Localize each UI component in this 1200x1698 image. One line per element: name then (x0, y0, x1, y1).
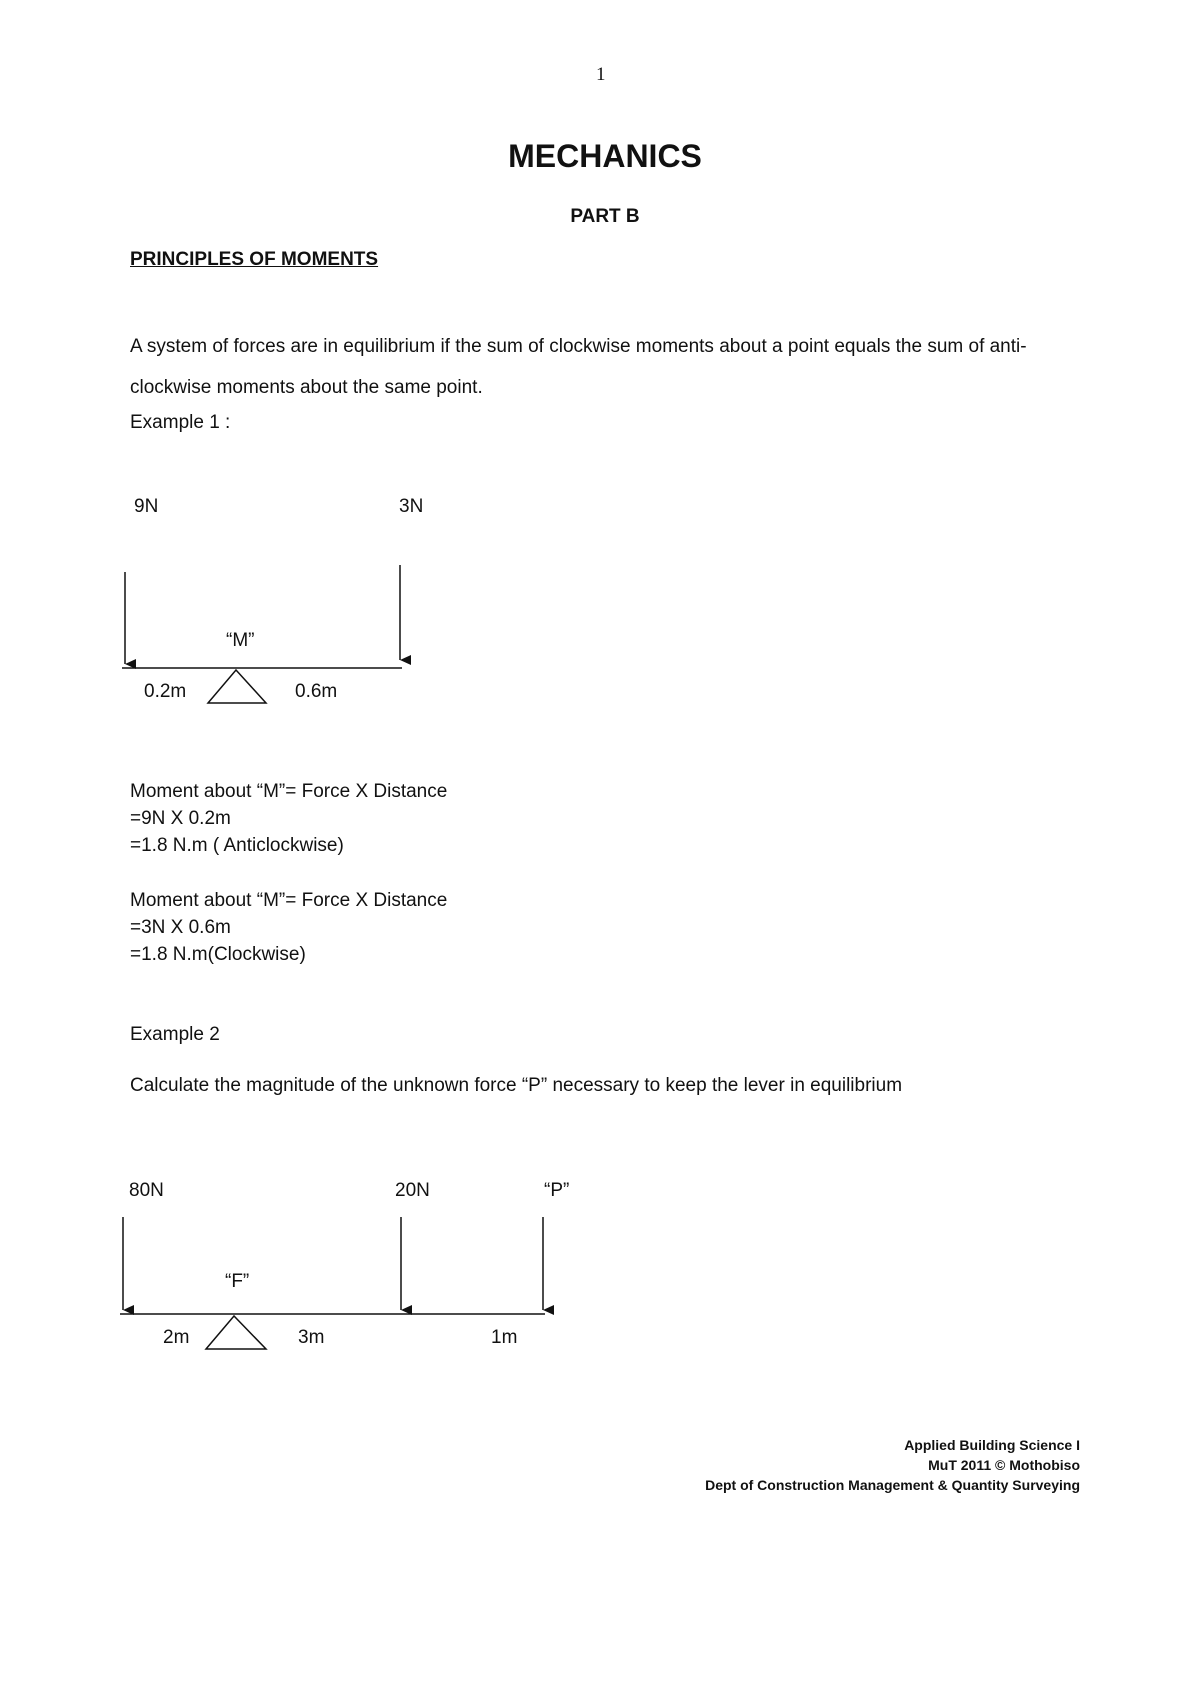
example1-label: Example 1 : (130, 412, 231, 433)
section-heading: PRINCIPLES OF MOMENTS (130, 249, 379, 270)
distance-label-left: 0.2m (144, 681, 187, 702)
intro-paragraph: A system of forces are in equilibrium if the sum of clockwise moments about a point equals the sum of anti-clockwise moments about the same point. (130, 336, 1027, 398)
distance-label-left: 2m (163, 1327, 190, 1348)
footer-line: Dept of Construction Management & Quantity Surveying (705, 1477, 1080, 1493)
force-label-right: 3N (399, 496, 424, 517)
example2-diagram (120, 1180, 569, 1349)
fulcrum-label: “M” (226, 630, 255, 651)
calc-line: =9N X 0.2m (130, 808, 231, 829)
calc-line: Moment about “M”= Force X Distance (130, 781, 448, 802)
distance-label-mid: 3m (298, 1327, 325, 1348)
example2-question: Calculate the magnitude of the unknown force “P” necessary to keep the lever in equilibrium (130, 1075, 903, 1096)
calc-line: =3N X 0.6m (130, 917, 231, 938)
example1-diagram (122, 496, 423, 703)
force-label-left: 80N (129, 1180, 164, 1201)
footer-line: MuT 2011 © Mothobiso (928, 1457, 1080, 1473)
fulcrum-label: “F” (225, 1271, 250, 1292)
fulcrum-triangle (206, 1316, 266, 1349)
calc-line: =1.8 N.m(Clockwise) (130, 944, 306, 965)
calc-line: =1.8 N.m ( Anticlockwise) (130, 835, 344, 856)
force-label-left: 9N (134, 496, 159, 517)
force-label-mid: 20N (395, 1180, 430, 1201)
distance-label-right: 1m (491, 1327, 518, 1348)
page-subtitle: PART B (570, 206, 640, 227)
calc-line: Moment about “M”= Force X Distance (130, 890, 448, 911)
page-title: MECHANICS (508, 138, 702, 174)
example2-label: Example 2 (130, 1024, 220, 1045)
fulcrum-triangle (208, 670, 266, 703)
footer-line: Applied Building Science I (904, 1437, 1080, 1453)
force-label-right: “P” (544, 1180, 570, 1201)
distance-label-right: 0.6m (295, 681, 338, 702)
page-number: 1 (596, 64, 606, 85)
